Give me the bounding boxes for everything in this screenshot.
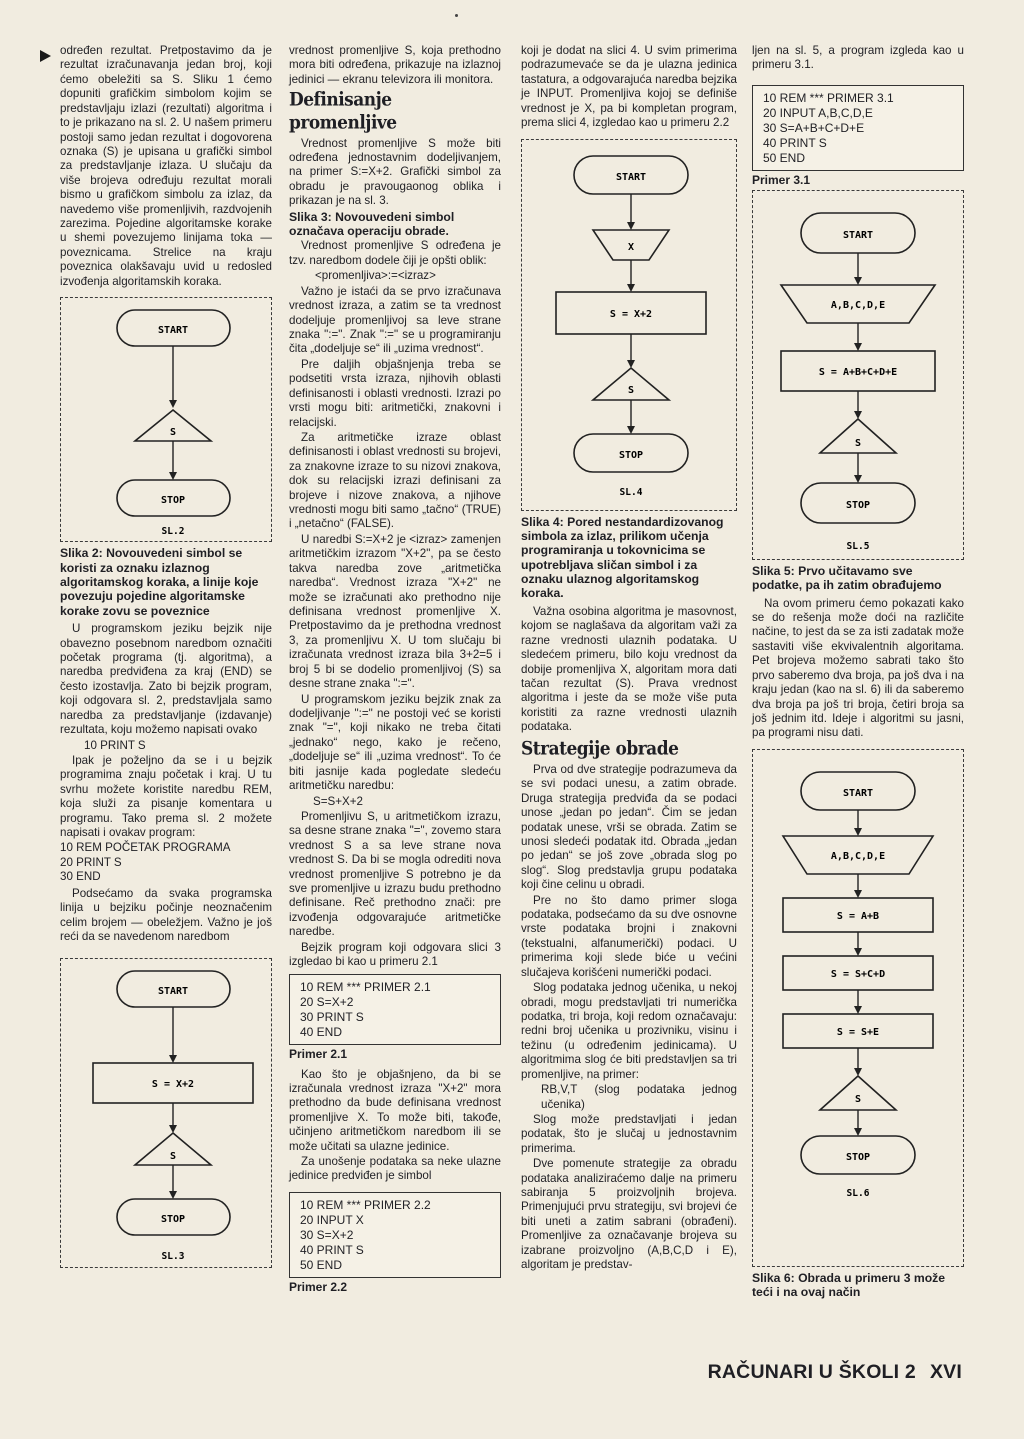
paragraph: Bejzik program koji odgovara slici 3 izgledao bi kao u primeru 2.1 bbox=[289, 940, 501, 969]
column-2 bbox=[289, 44, 501, 1301]
paragraph: Vrednost promenljive S može biti određena jednostavnim dodeljivanjem, na primer S:=X+2. Grafički simbol za obradu je pravougaonog oblika i prikazan je na sl. 3. bbox=[289, 136, 501, 208]
flowchart-sl6 bbox=[753, 750, 963, 1266]
start-text: START bbox=[842, 229, 874, 241]
paragraph: Na ovom primeru ćemo pokazati kako se do rešenja može doći na različite načine, to jest da se za isti zadatak može sastaviti više ekvivalentnih algoritama. Pet brojeva možemo sabrati tako što prvo saberemo dva broja, pa još dva i na kraju jedan (kao na sl. 6) ili da saberemo dva broja pa još tri broja, četiri broja sa još jednim itd. Ideje i algoritmi su jasni, pa programi nisu dati. bbox=[752, 596, 964, 740]
input-text: A,B,C,D,E bbox=[830, 850, 886, 862]
process-text: S = X+2 bbox=[151, 1079, 195, 1091]
column-3 bbox=[521, 44, 737, 1274]
paragraph: Za unošenje podataka sa neke ulazne jedinice predviđen je simbol bbox=[289, 1155, 501, 1183]
stop-text: STOP bbox=[618, 449, 644, 461]
paragraph: Kao što je objašnjeno, da bi se izračunala vrednost izraza "X+2" mora prethodno da bude definisana vrednost promenljive X. To može biti, takođe, učinjeno aritmetičkom naredbom ili se može učitati sa ulazne jedinice. bbox=[289, 1067, 501, 1153]
code-box-primer-2-1 bbox=[289, 974, 501, 1045]
paragraph: ljen na sl. 5, a program izgleda kao u primeru 3.1. bbox=[752, 44, 964, 72]
output-text: S bbox=[854, 437, 862, 449]
stop-text: STOP bbox=[845, 1151, 871, 1163]
program-line: 20 INPUT A,B,C,D,E bbox=[763, 105, 873, 120]
program-listing bbox=[60, 841, 272, 884]
figure-sl4 bbox=[521, 139, 737, 511]
figure-sl5 bbox=[752, 190, 964, 560]
paragraph: Dve pomenute strategije za obradu podataka analiziraćemo dalje na primeru sabiranja 5 proizvoljnih brojeva. Primenjujući prvu strategiju, svi brojevi će biti uneti a zatim sabrani (obrađeni). Promenljive za označavanje brojeva su izabrane proizvoljno (A,B,C,D i E), algoritam je predstav- bbox=[521, 1157, 737, 1272]
caption-sl6: Slika 6: Obrada u primeru 3 može teći i na ovaj način bbox=[752, 1270, 946, 1300]
formula: S=S+X+2 bbox=[313, 794, 363, 808]
program-line: 40 PRINT S bbox=[763, 135, 827, 150]
formula: RB,V,T (slog podataka jednog učenika) bbox=[541, 1083, 737, 1111]
start-text: START bbox=[157, 986, 189, 998]
flowchart-sl4 bbox=[522, 140, 736, 510]
start-text: START bbox=[157, 325, 189, 337]
flowchart-sl3 bbox=[61, 959, 271, 1267]
paragraph: Slog podataka jednog učenika, u nekoj obradi, mogu predstavljati tri numerička podatka, tri broja, koji redom označavaju: redni broj učenika u prozivniku, visinu i težinu (u određenim jedinicama). U algoritmima slog će biti predstavljen sa tri promenljive, na primer: bbox=[521, 981, 737, 1081]
code-box-primer-3-1 bbox=[752, 85, 964, 171]
code-line: 10 PRINT S bbox=[84, 738, 146, 752]
stop-text: STOP bbox=[845, 499, 871, 511]
output-text: S bbox=[169, 1151, 177, 1163]
magazine-title: RAČUNARI U ŠKOLI 2 bbox=[707, 1361, 916, 1383]
program-line: 30 PRINT S bbox=[300, 1009, 364, 1024]
program-line: 20 INPUT X bbox=[300, 1212, 364, 1227]
paragraph: Vrednost promenljive S određena je tzv. naredbom dodele čiji je opšti oblik: bbox=[289, 239, 501, 267]
output-text: S bbox=[627, 384, 635, 396]
column-1 bbox=[60, 44, 272, 1272]
page-dot bbox=[455, 14, 458, 17]
paragraph: U programskom jeziku bejzik znak za dodeljivanje ":=" ne postoji već se koristi znak "=", koji nikako ne treba čitati „jednako“ nego, kako je rečeno, „dodeljuje se“ ili „uzima vrednost“. To će biti jasnije kada pogledate sledeću aritmetičku naredbu: bbox=[289, 692, 501, 793]
stop-text: STOP bbox=[160, 1214, 186, 1226]
column-4 bbox=[752, 44, 964, 1304]
process-text: S = X+2 bbox=[609, 308, 653, 320]
program-line: 30 S=A+B+C+D+E bbox=[763, 120, 865, 135]
paragraph: Važna osobina algoritma je masovnost, kojom se naglašava da algoritam važi za razne vrednosti ulaznih podataka. U sledećem primeru, bilo koju vrednost da dobije promenljiva X, algoritam mora dati tačan rezultat (S). Prava vrednost algoritma i jeste da se može više puta koristiti za razne vrednosti ulaznih podataka. bbox=[521, 604, 737, 734]
caption-sl5: Slika 5: Prvo učitavamo sve podatke, pa ih zatim obrađujemo bbox=[752, 563, 942, 593]
paragraph: određen rezultat. Pretpostavimo da je rezultat izračunavanja jedan broj, koji ćemo obeležiti sa S. Sliku 1 ćemo dopuniti grafičkim simbolom kojim se predstavljaju izlazi (rezultati) algoritma i to je prikazano na sl. 2. U našem primeru postoji samo jedan rezultat i dogovorena oznaka (S) je upisana u grafički simbol za predstavljanje izlaza. U slučaju da više brojeva određuju rezultat morali bismo u grafičkom simbolu za izlaz, da navedemo više promenljivih, razdvojenih zarezima. Pojedine algoritamske korake u shemi povezujemo linijama toka — poveznicama. Strelice na kraju poveznica olakšavaju uvid u redosled izvođenja algoritamskih koraka. bbox=[60, 44, 272, 288]
section-heading: Strategije obrade bbox=[521, 737, 679, 760]
listing-label: Primer 2.2 bbox=[289, 1279, 348, 1294]
caption-sl4: Slika 4: Pored nestandardizovanog simbola za izlaz, prilikom učenja programiranja u tokovnicima se upotrebljava sličan simbol i za oznaku ulaznog algoritamskog koraka. bbox=[521, 514, 724, 601]
program-line: 40 END bbox=[300, 1024, 343, 1039]
paragraph: Pre no što damo primer sloga podataka, podsećamo da su dve osnovne vrste podataka brojni i znakovni (tekstualni, alfanumerički) podaci. U primerima koji slede biće u većini slučajeva korišćeni numerički podaci. bbox=[521, 893, 737, 979]
program-line: 50 END bbox=[763, 150, 806, 165]
figure-label: SL.5 bbox=[846, 540, 870, 552]
output-text: S bbox=[169, 427, 177, 439]
listing-label: Primer 3.1 bbox=[752, 172, 811, 187]
paragraph: Prva od dve strategije podrazumeva da se svi podaci unesu, a zatim obrade. Druga strategija predviđa da se podaci unose „jedan po jedan“. Čim se jedan podatak unese, vrši se obrada. Zatim se unosi sledeći podatak itd. Obrada „jedan po jedan“ se još zove „obrada slog po slog“. Slog predstavlja grupu podataka koji čine celinu u obradi. bbox=[521, 762, 737, 892]
process-text: S = S+C+D bbox=[830, 968, 886, 980]
figure-sl3 bbox=[60, 958, 272, 1268]
paragraph: Podsećamo da svaka programska linija u bejziku počinje neoznačenim celim brojem — obeležjem. Važno je još reći da se navedenom naredbom bbox=[60, 886, 272, 943]
figure-sl2 bbox=[60, 297, 272, 542]
paragraph: Za aritmetičke izraze oblast definisanosti i oblast vrednosti su brojevi, za znakovne izraze to su nizovi znakova, dok su relacijski izrazi definisani za brojeve i nizove znakova, a njihove vrednosti mogu biti samo „tačno“ (TRUE) i „netačno“ (FALSE). bbox=[289, 430, 501, 531]
page-number: XVI bbox=[929, 1361, 962, 1383]
bullet-triangle-icon bbox=[40, 50, 51, 62]
program-line: 10 REM POČETAK PROGRAMA bbox=[60, 841, 231, 855]
program-line: 40 PRINT S bbox=[300, 1242, 364, 1257]
flowchart-sl2 bbox=[61, 298, 271, 541]
flowchart-sl5 bbox=[753, 191, 963, 559]
paragraph: vrednost promenljive S, koja prethodno mora biti određena, prikazuje na izlaznoj jedinici — ekranu televizora ili monitora. bbox=[289, 44, 501, 86]
figure-label: SL.2 bbox=[161, 526, 185, 538]
code-box-primer-2-2 bbox=[289, 1192, 501, 1278]
listing-label: Primer 2.1 bbox=[289, 1046, 348, 1061]
formula: <promenljiva>:=<izraz> bbox=[315, 269, 436, 283]
paragraph: Slog može predstavljati i jedan podatak, što je slučaj u jednostavnim primerima. bbox=[521, 1112, 737, 1155]
start-text: START bbox=[842, 787, 874, 799]
output-text: S bbox=[854, 1093, 862, 1105]
paragraph: U programskom jeziku bejzik nije obavezno posebnom naredbom označiti početak programa (tj. algoritma), a naredba predviđena za kraj (END) se često izostavlja. Zato bi bejzik program, koji odgovara sl. 2, predstavljala samo naredba za predstavljanje (izdavanje) rezultata, koju možemo napisati ovako bbox=[60, 622, 272, 737]
process-text: S = A+B bbox=[836, 910, 880, 922]
caption-sl2: Slika 2: Novouvedeni simbol se koristi za oznaku izlaznog algoritamskog koraka, a linije koje povezuju pojedine algoritamske korake zovu se poveznice bbox=[60, 546, 259, 618]
paragraph: Ipak je poželjno da se i u bejzik programima znaju početak i kraj. U tu svrhu možete koristite naredbu REM, koja služi za pisanje komentara u programu. Tako prema sl. 2 možete napisati i ovakav program: bbox=[60, 753, 272, 840]
input-text: X bbox=[627, 241, 635, 253]
program-line: 10 REM *** PRIMER 2.1 bbox=[300, 979, 431, 994]
paragraph: Važno je istaći da se prvo izračunava vrednost izraza, a zatim se ta vrednost dodeljuje promenljivoj sa leve strane znaka ":=". Znak ":=" se u programiranju čita „dodeljuje se“ ili „uzima vrednost“. bbox=[289, 284, 501, 356]
input-text: A,B,C,D,E bbox=[830, 299, 886, 311]
program-line: 10 REM *** PRIMER 3.1 bbox=[763, 90, 894, 105]
program-line: 20 PRINT S bbox=[60, 855, 122, 869]
program-line: 10 REM *** PRIMER 2.2 bbox=[300, 1197, 431, 1212]
figure-sl6 bbox=[752, 749, 964, 1267]
program-line: 30 END bbox=[60, 870, 101, 884]
section-heading: Definisanje promenljive bbox=[289, 89, 397, 135]
paragraph: Pre daljih objašnjenja treba se podsetiti vrsta izraza, njihovih oblasti definisanosti i oblasti vrednosti. Izrazi po vrsti mogu biti: aritmetički, znakovni i relacijski. bbox=[289, 357, 501, 429]
program-line: 30 S=X+2 bbox=[300, 1227, 354, 1242]
paragraph: koji je dodat na slici 4. U svim primerima podrazumevaće se da je ulazna jedinica tastatura, a odgovarajuća naredba bejzika je INPUT. Promenljiva kojoj se definiše vrednost je X, pa bi kompletan program, prema slici 4, izgledao kao u primeru 2.2 bbox=[521, 44, 737, 130]
figure-label: SL.3 bbox=[161, 1251, 185, 1263]
paragraph: Promenljivu S, u aritmetičkom izrazu, sa desne strane znaka "=", zovemo stara vrednost S a sa leve strane nova vrednost S. Da bi se mogla odrediti nova vrednost promenljive S potrebno je da sve promenljive u izrazu budu prethodno definisane. Reč prethodno znači: pre izvođenja odgovarajuće aritmetičke naredbe. bbox=[289, 809, 501, 939]
start-text: START bbox=[615, 171, 647, 183]
process-text: S = A+B+C+D+E bbox=[818, 366, 898, 378]
paragraph: U naredbi S:=X+2 je <izraz> zamenjen aritmetičkim izrazom "X+2", pa se često takva naredba zove „aritmetička naredba“. Vrednost izraza "X+2" ne može se izračunati ako prethodno nije definisana vrednost promenljive X. Pretpostavimo da je prethodna vrednost 3, za promenljivu X. U tom slučaju bi izračunata vrednost izraza bila 3+2=5 i broj 5 bi se dodelio promenljivoj (S) sa desne strane znaka ":=". bbox=[289, 532, 501, 691]
stop-text: STOP bbox=[160, 495, 186, 507]
page-footer bbox=[708, 1361, 962, 1384]
caption-sl3: Slika 3: Novouvedeni simbol označava operaciju obrade. bbox=[289, 209, 455, 239]
program-line: 50 END bbox=[300, 1257, 343, 1272]
figure-label: SL.4 bbox=[619, 486, 643, 498]
process-text: S = S+E bbox=[836, 1026, 880, 1038]
figure-label: SL.6 bbox=[846, 1187, 870, 1199]
program-line: 20 S=X+2 bbox=[300, 994, 354, 1009]
